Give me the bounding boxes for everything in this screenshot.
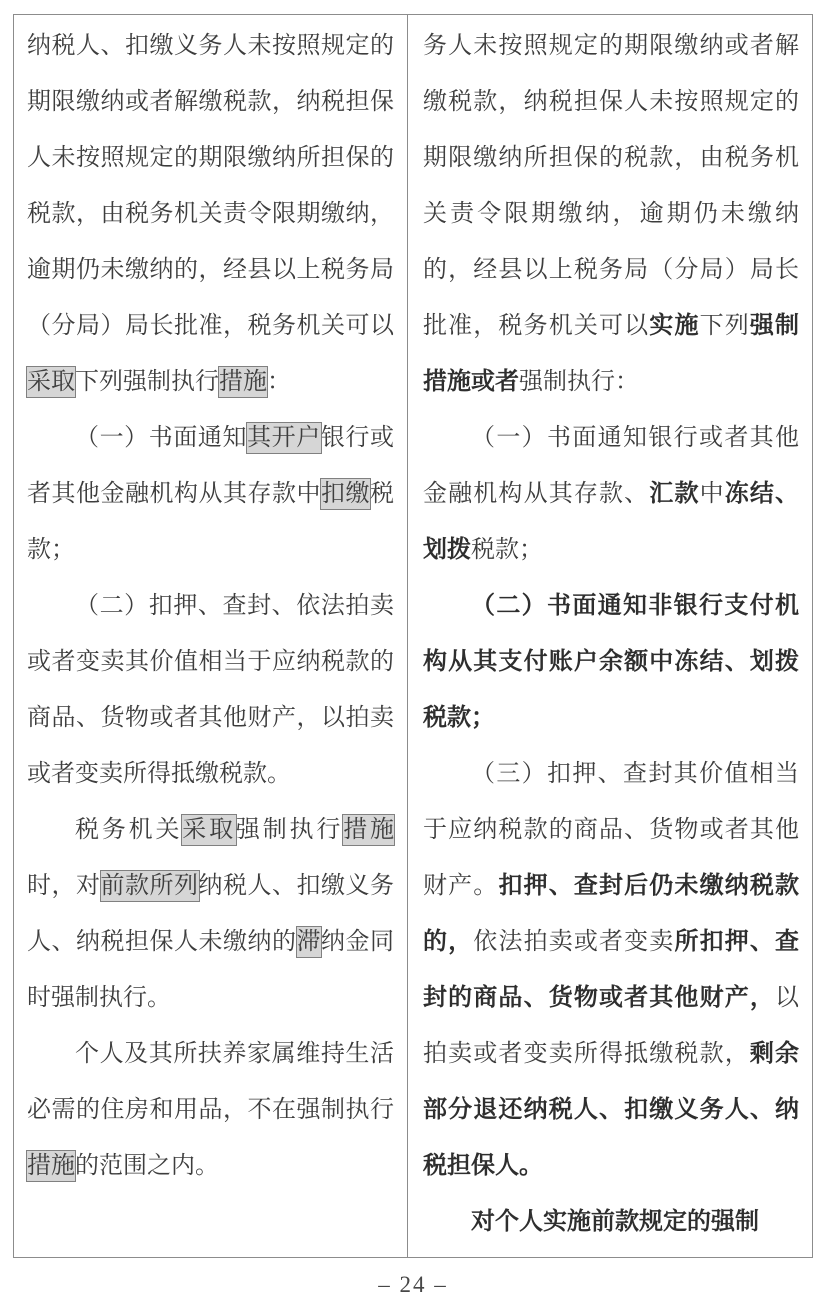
highlighted-deleted-text-run: 其开户 [247,425,321,451]
text-run: 税务机关 [75,817,183,843]
text-run: （三）扣押、查封其价值相当于应纳税款的商品、货物或者其他财产。 [423,761,799,899]
bold-added-text-run: 实施 [649,312,700,339]
left-column-original-law-text [14,15,408,1257]
bold-added-text-run: （二）书面通知非银行支付机构从其支付账户余额中冻结、划拨税款； [423,592,799,731]
paragraph [27,578,394,802]
text-run: 纳税人、扣缴义务人未按照规定的期限缴纳或者解缴税款，纳税担保人未按照规定的期限缴纳所担保的税款，由税务机关责令限期缴纳，逾期仍未缴纳的，经县以上税务局（分局）局长批准，税务机关可以 [27,33,394,339]
text-run: 纳金同时强制执行。 [27,929,394,1011]
text-run: 务人未按照规定的期限缴纳或者解缴税款，纳税担保人未按照规定的期限缴纳所担保的税款，由税务机关责令限期缴纳，逾期仍未缴纳的，经县以上税务局（分局）局长批准，税务机关可以 [423,33,799,339]
text-run: （一）书面通知银行或者其他金融机构从其存款、 [423,425,799,507]
text-run: （一）书面通知 [75,425,248,451]
paragraph [423,578,799,746]
text-run: 下列强制执行 [75,369,219,395]
bold-added-text-run: 强制措施或者 [423,312,800,395]
highlighted-deleted-text-run: 措施 [343,817,395,843]
bold-added-text-run: 汇款 [649,480,700,507]
text-run: 税款； [27,481,394,563]
paragraph [423,1194,799,1250]
highlighted-deleted-text-run: 采取 [27,369,75,395]
text-run: 的范围之内。 [75,1153,219,1179]
highlighted-deleted-text-run: 扣缴 [321,481,370,507]
bold-added-text-run: 所扣押、查封的商品、货物或者其他财产， [423,928,800,1011]
text-run: 以拍卖或者变卖所得抵缴税款， [423,985,799,1067]
text-run: 银行或者其他金融机构从其存款中 [27,425,395,507]
text-run: 中 [699,481,725,507]
page-number: – 24 – [378,1272,448,1297]
paragraph [27,802,394,1026]
text-run: ： [267,369,291,395]
text-run: 时，对 [27,873,101,899]
text-run: 强制执行： [519,369,639,395]
paragraph [423,746,799,1194]
text-run: （二）扣押、查封、依法拍卖或者变卖其价值相当于应纳税款的商品、货物或者其他财产，以拍卖或者变卖所得抵缴税款。 [27,593,394,787]
paragraph [423,18,799,410]
bold-added-text-run: 剩余部分退还纳税人、扣缴义务人、纳税担保人。 [423,1040,800,1179]
text-run: 税款； [471,537,543,563]
text-run: 个人及其所扶养家属维持生活必需的住房和用品，不在强制执行 [27,1041,394,1123]
highlighted-deleted-text-run: 滞 [296,929,321,955]
text-run: 纳税人、扣缴义务人、纳税担保人未缴纳的 [27,873,394,955]
highlighted-deleted-text-run: 措施 [27,1153,75,1179]
bold-added-text-run: 对个人实施前款规定的强制 [471,1208,759,1235]
highlighted-deleted-text-run: 前款所列 [100,873,199,899]
text-run: 强制执行 [235,817,344,843]
paragraph [27,410,394,578]
law-comparison-table [13,14,813,1258]
highlighted-deleted-text-run: 采取 [182,817,236,843]
right-column-revised-law-text [408,15,812,1257]
paragraph [27,1026,394,1194]
text-run: 依法拍卖或者变卖 [473,929,675,955]
paragraph [27,18,394,410]
bold-added-text-run: 扣押、查封后仍未缴纳税款的， [423,872,800,955]
bold-added-text-run: 冻结、划拨 [423,480,800,563]
paragraph [423,410,799,578]
text-run: 下列 [699,313,750,339]
highlighted-deleted-text-run: 措施 [219,369,267,395]
